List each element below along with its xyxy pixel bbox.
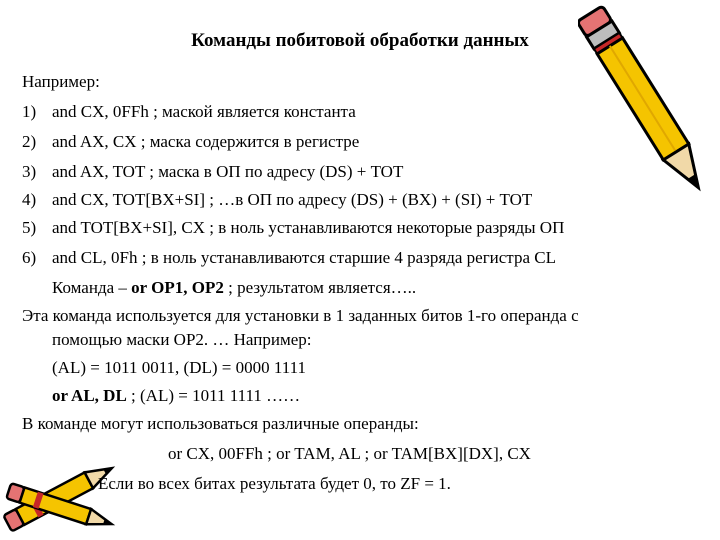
list-item <box>22 218 564 238</box>
or-command-suffix: ; результатом является….. <box>223 278 417 297</box>
example-or-result: ; (AL) = 1011 1111 …… <box>126 386 301 405</box>
list-item <box>22 162 403 182</box>
list-number: 4) <box>22 190 37 209</box>
intro-text: Например: <box>22 72 100 91</box>
list-text: and CL, 0Fh ; в ноль устанавливаются старшие 4 разряда регистра CL <box>52 248 556 267</box>
list-number: 5) <box>22 218 37 237</box>
description-line-2: помощью маски OP2. … Например: <box>52 330 312 349</box>
list-item <box>22 248 556 268</box>
example-registers: (AL) = 1011 0011, (DL) = 0000 1111 <box>52 358 306 377</box>
list-text: and CX, TOT[BX+SI] ; …в ОП по адресу (DS) + (BX) + (SI) + TOT <box>52 190 533 209</box>
list-item <box>22 102 356 122</box>
list-text: and AX, TOT ; маска в ОП по адресу (DS) + TOT <box>52 162 404 181</box>
or-command-prefix: Команда – <box>52 278 132 297</box>
list-text: and CX, 0FFh ; маской является константа <box>52 102 356 121</box>
list-number: 1) <box>22 102 37 121</box>
list-item <box>22 190 532 210</box>
list-item <box>22 132 359 152</box>
example-or-line <box>52 386 300 406</box>
list-number: 2) <box>22 132 37 151</box>
operands-heading: В команде могут использоваться различные операнды: <box>22 414 419 433</box>
example-or-command: or AL, DL <box>52 386 127 405</box>
or-command-syntax: or OP1, OP2 <box>131 278 224 297</box>
list-text: and TOT[BX+SI], CX ; в ноль устанавливаются некоторые разряды ОП <box>52 218 565 237</box>
or-command-line <box>52 278 416 298</box>
list-number: 6) <box>22 248 37 267</box>
list-text: and AX, CX ; маска содержится в регистре <box>52 132 360 151</box>
list-number: 3) <box>22 162 37 181</box>
slide-title: Команды побитовой обработки данных <box>191 30 529 51</box>
description-line-1: Эта команда используется для установки в 1 заданных битов 1-го операнда с <box>22 306 579 325</box>
operands-examples: or CX, 00FFh ; or TAM, AL ; or TAM[BX][DX], CX <box>168 444 531 463</box>
zf-note: Если во всех битах результата будет 0, то ZF = 1. <box>98 474 451 493</box>
